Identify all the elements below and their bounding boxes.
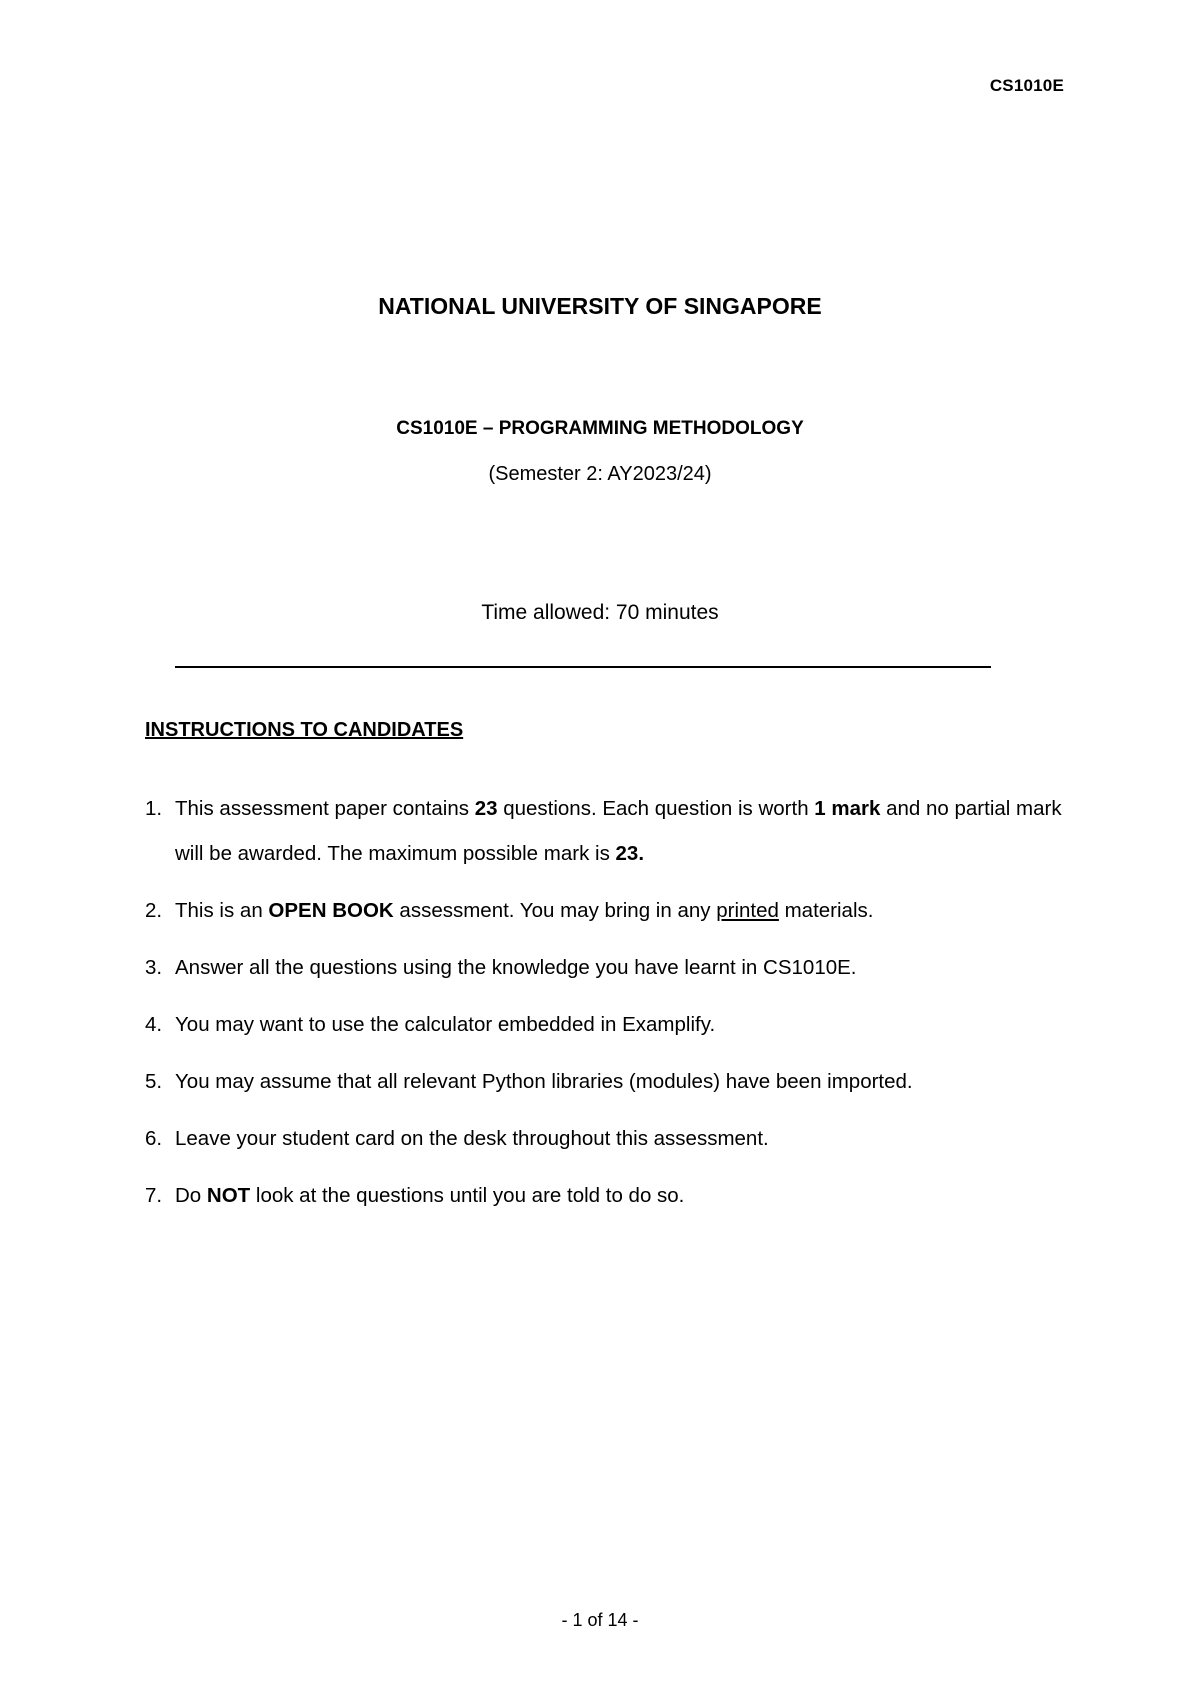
instruction-item-1	[145, 786, 1075, 876]
instruction-item-4	[145, 1002, 1075, 1047]
instruction-text: Answer all the questions using the knowledge you have learnt in CS1010E.	[175, 956, 857, 979]
instruction-number: 5.	[145, 1070, 163, 1093]
instruction-number: 4.	[145, 1013, 163, 1036]
university-title: NATIONAL UNIVERSITY OF SINGAPORE	[378, 293, 822, 319]
instruction-item-6	[145, 1116, 1075, 1161]
instruction-number: 2.	[145, 899, 163, 922]
instruction-number: 7.	[145, 1184, 163, 1207]
instruction-item-5	[145, 1059, 1075, 1104]
time-allowed-label: Time allowed: 70 minutes	[481, 601, 719, 624]
instruction-number: 1.	[145, 797, 163, 820]
horizontal-divider	[175, 666, 991, 668]
page-header-course-code: CS1010E	[989, 76, 1064, 95]
instruction-text: This assessment paper contains 23 questions. Each question is worth 1 mark and no partial mark will be awarded. The maximum possible mark is 23.	[175, 797, 1062, 865]
page-number-footer: - 1 of 14 -	[561, 1610, 639, 1630]
instruction-item-2	[145, 888, 1075, 933]
semester-label: (Semester 2: AY2023/24)	[488, 463, 712, 485]
instructions-heading: INSTRUCTIONS TO CANDIDATES	[145, 719, 464, 741]
instruction-item-7	[145, 1173, 1075, 1218]
instruction-text: You may assume that all relevant Python libraries (modules) have been imported.	[175, 1070, 913, 1093]
instruction-text: Leave your student card on the desk throughout this assessment.	[175, 1127, 769, 1150]
instructions-list	[145, 786, 1075, 1230]
course-title: CS1010E – PROGRAMMING METHODOLOGY	[396, 418, 804, 439]
instruction-text: You may want to use the calculator embedded in Examplify.	[175, 1013, 716, 1036]
instruction-item-3	[145, 945, 1075, 990]
instruction-text: This is an OPEN BOOK assessment. You may bring in any printed materials.	[175, 899, 874, 922]
instruction-number: 6.	[145, 1127, 163, 1150]
instruction-number: 3.	[145, 956, 163, 979]
instruction-text: Do NOT look at the questions until you are told to do so.	[175, 1184, 685, 1207]
